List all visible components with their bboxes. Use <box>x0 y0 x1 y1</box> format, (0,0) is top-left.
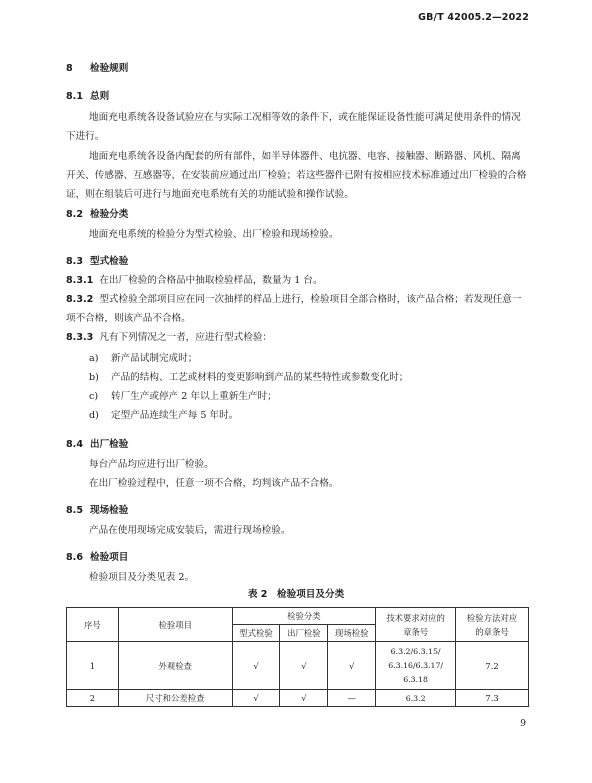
section-8-1-heading: 8.1 总则 <box>66 91 110 102</box>
cell-req: 6.3.2 <box>376 690 456 707</box>
section-8-1-para-1: 地面充电系统各设备试验应在与实际工况相等效的条件下，或在能保证设备性能可满足使用条件的情况下进行。 <box>66 112 521 142</box>
cell-seq: 2 <box>67 690 119 707</box>
cell-method: 7.3 <box>456 690 529 707</box>
cell-method: 7.2 <box>456 642 529 690</box>
section-8-1-para-2: 地面充电系统各设备内配套的所有部件，如半导体器件、电抗器、电容、接触器、断路器、风机、隔离开关、传感器、互感器等，在安装前应通过出厂检验；若这些器件已附有按相应技术标准通过出厂检验的合格证，则在组装后可进行与地面充电系统有关的功能试验和操作试验。 <box>66 151 527 200</box>
cell-type: √ <box>232 642 280 690</box>
cell-req: 6.3.2/6.3.15/ 6.3.16/6.3.17/ 6.3.18 <box>376 642 456 690</box>
header-group: 检验分类 <box>232 608 376 625</box>
section-8-5-para-1: 产品在使用现场完成安装后，需进行现场检验。 <box>89 525 291 536</box>
header-item: 检验项目 <box>118 608 232 642</box>
header-req: 技术要求对应的章条号 <box>376 608 456 642</box>
page-number: 9 <box>520 719 526 729</box>
cell-type: √ <box>232 690 280 707</box>
cell-item: 尺寸和公差检查 <box>118 690 232 707</box>
inspection-table <box>66 607 529 707</box>
section-8-5-heading: 8.5 现场检验 <box>66 505 129 516</box>
clause-8-3-2: 8.3.2 型式检验全部项目应在同一次抽样的样品上进行，检验项目全部合格时，该产品合格；若发现任意一项不合格，则该产品不合格。 <box>66 294 522 324</box>
cell-item: 外观检查 <box>118 642 232 690</box>
table-header-row <box>67 608 529 625</box>
section-8-2-heading: 8.2 检验分类 <box>66 209 129 220</box>
header-seq: 序号 <box>67 608 119 642</box>
clause-8-3-3: 8.3.3 凡有下列情况之一者，应进行型式检验： <box>66 332 273 343</box>
header-type: 型式检验 <box>232 625 280 642</box>
list-item: a) 新产品试制完成时； <box>89 353 198 364</box>
list-item: d) 定型产品连续生产每 5 年时。 <box>89 410 239 421</box>
header-method: 检验方法对应的章条号 <box>456 608 529 642</box>
table-caption: 表 2 检验项目及分类 <box>247 589 345 600</box>
cell-factory: √ <box>280 690 328 707</box>
section-8-6-para-1: 检验项目及分类见表 2。 <box>89 572 195 583</box>
list-item: c) 转厂生产或停产 2 年以上重新生产时； <box>89 391 277 402</box>
section-8-6-heading: 8.6 检验项目 <box>66 552 129 563</box>
section-8-4-heading: 8.4 出厂检验 <box>66 439 129 450</box>
section-8-4-para-2: 在出厂检验过程中，任意一项不合格，均判该产品不合格。 <box>89 478 339 489</box>
header-factory: 出厂检验 <box>280 625 328 642</box>
table-row <box>67 690 529 707</box>
list-item: b) 产品的结构、工艺或材料的变更影响到产品的某些特性或参数变化时； <box>89 372 409 383</box>
cell-site: √ <box>328 642 376 690</box>
table-row <box>67 642 529 690</box>
standard-number: GB/T 42005.2—2022 <box>418 12 529 23</box>
section-8-heading: 8 检验规则 <box>66 63 129 74</box>
section-8-3-heading: 8.3 型式检验 <box>66 256 129 267</box>
section-8-4-para-1: 每台产品均应进行出厂检验。 <box>89 459 214 470</box>
cell-factory: √ <box>280 642 328 690</box>
header-site: 现场检验 <box>328 625 376 642</box>
section-8-2-para-1: 地面充电系统的检验分为型式检验、出厂检验和现场检验。 <box>89 229 339 240</box>
cell-seq: 1 <box>67 642 119 690</box>
cell-site: — <box>328 690 376 707</box>
clause-8-3-1: 8.3.1 在出厂检验的合格品中抽取检验样品，数量为 1 台。 <box>66 275 323 286</box>
